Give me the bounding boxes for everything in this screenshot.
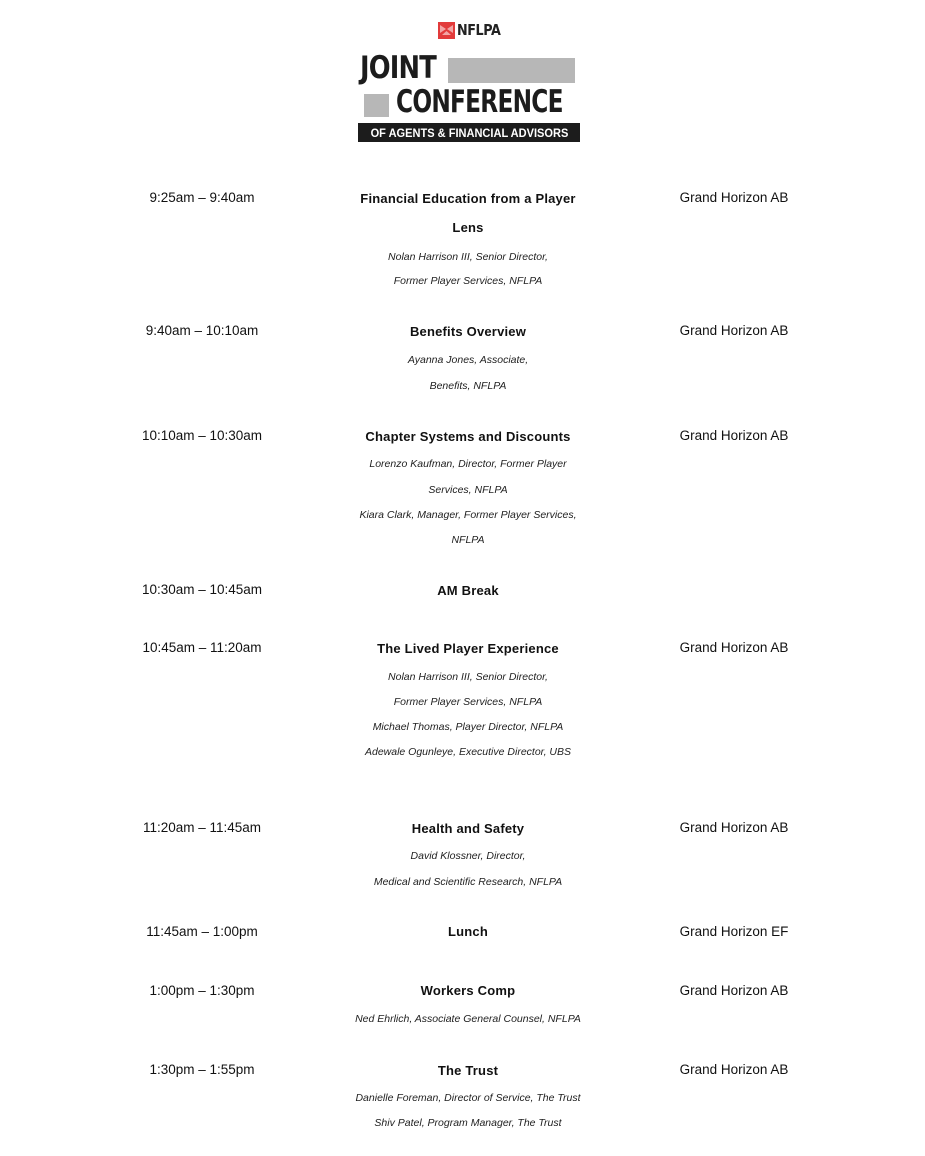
session-time: 1:30pm – 1:55pm [149,1062,255,1077]
speaker-line: NFLPA [451,534,485,546]
speaker-line: Benefits, NFLPA [429,380,507,392]
session-time: 11:20am – 11:45am [142,820,262,835]
session-title: Benefits Overview [409,324,527,339]
conference-logo [358,20,582,144]
logo-subtitle-band [358,123,580,142]
logo-bar [448,58,575,83]
session-room: Grand Horizon AB [679,323,789,338]
speaker-line: Ayanna Jones, Associate, [407,354,529,366]
session-time: 9:40am – 10:10am [145,323,259,338]
logo-square [364,94,389,117]
speaker-line: Michael Thomas, Player Director, NFLPA [372,721,564,733]
logo-conference: CONFERENCE [396,84,563,120]
session-time: 10:10am – 10:30am [141,428,263,443]
speaker-line: Services, NFLPA [428,484,508,496]
speaker-line: Nolan Harrison III, Senior Director, [388,251,548,263]
speaker-line: Kiara Clark, Manager, Former Player Services, [359,509,577,521]
session-title: The Trust [437,1063,499,1078]
session-room: Grand Horizon AB [679,820,789,835]
nflpa-wordmark: NFLPA [457,21,501,39]
session-title: Workers Comp [420,983,516,998]
speaker-line: Danielle Foreman, Director of Service, The Trust [355,1092,581,1104]
session-time: 10:30am – 10:45am [141,582,263,597]
session-title-continued: Lens [452,220,484,235]
session-room: Grand Horizon AB [679,428,789,443]
session-time: 10:45am – 11:20am [142,640,262,655]
session-title: AM Break [437,583,499,598]
session-time: 1:00pm – 1:30pm [149,983,255,998]
nflpa-shield-icon [438,22,455,39]
nflpa-logo [438,20,508,40]
speaker-line: David Klossner, Director, [410,850,526,862]
speaker-line: Shiv Patel, Program Manager, The Trust [374,1117,562,1129]
speaker-line: Former Player Services, NFLPA [393,696,543,708]
session-room: Grand Horizon AB [679,190,789,205]
speaker-line: Former Player Services, NFLPA [393,275,543,287]
speaker-line: Medical and Scientific Research, NFLPA [373,876,563,888]
session-time: 9:25am – 9:40am [149,190,255,205]
speaker-line: Adewale Ogunleye, Executive Director, UBS [364,746,572,758]
session-title: Health and Safety [411,821,525,836]
session-room: Grand Horizon AB [679,983,789,998]
speaker-line: Nolan Harrison III, Senior Director, [388,671,548,683]
session-room: Grand Horizon AB [679,1062,789,1077]
session-title: Lunch [448,924,488,939]
session-title: Chapter Systems and Discounts [365,429,571,444]
session-time: 11:45am – 1:00pm [146,924,258,939]
session-room: Grand Horizon AB [679,640,789,655]
session-room: Grand Horizon EF [679,924,789,939]
speaker-line: Lorenzo Kaufman, Director, Former Player [369,458,567,470]
speaker-line: Ned Ehrlich, Associate General Counsel, NFLPA [355,1013,581,1025]
session-title: Financial Education from a Player [360,191,576,206]
session-title: The Lived Player Experience [377,641,559,656]
logo-subtitle: OF AGENTS & FINANCIAL ADVISORS [370,125,568,140]
logo-joint: JOINT [360,50,436,86]
